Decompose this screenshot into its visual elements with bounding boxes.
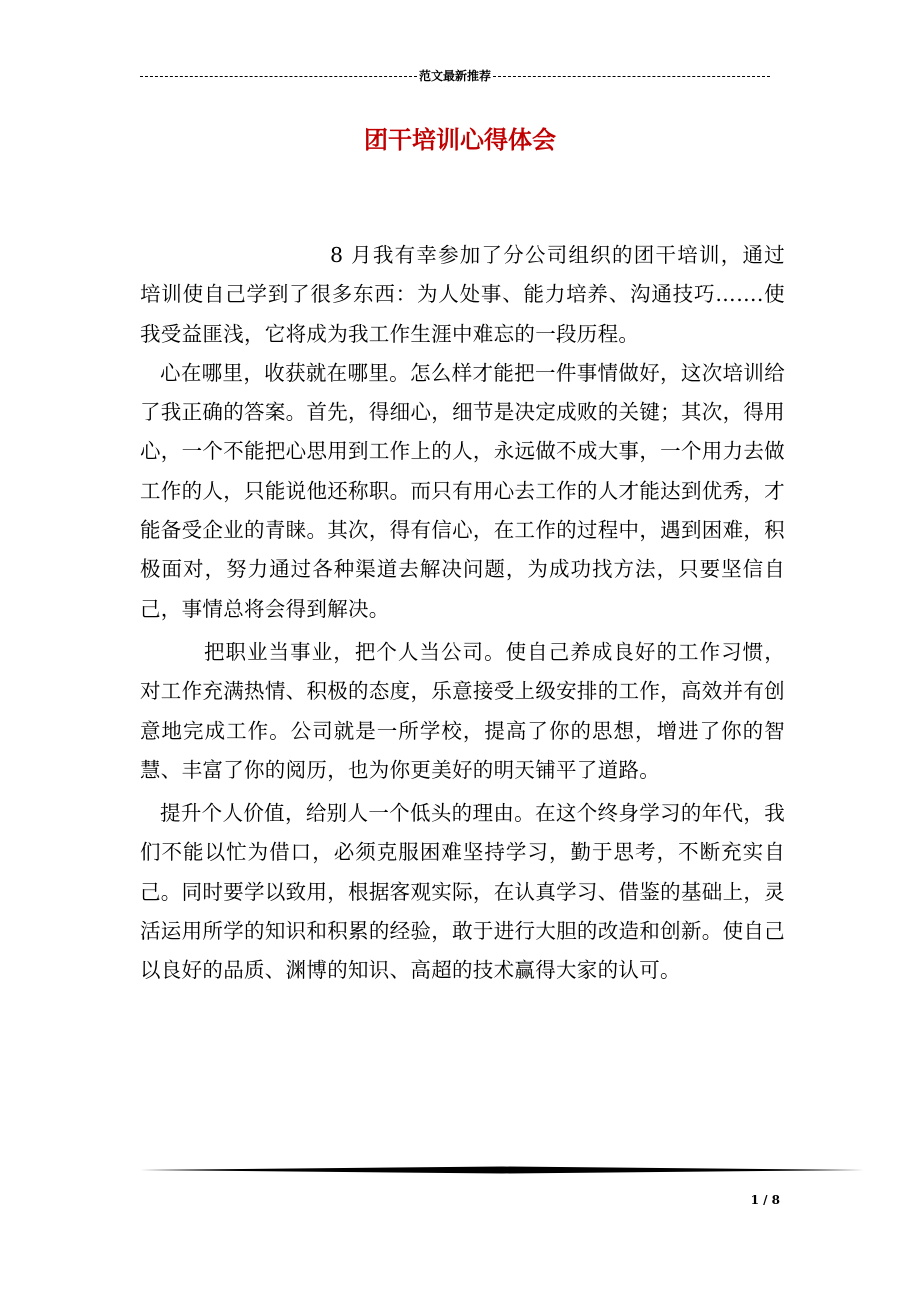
document-body — [140, 236, 785, 991]
paragraph-4: 提升个人价值，给别人一个低头的理由。在这个终身学习的年代，我们不能以忙为借口，必须克服困难坚持学习，勤于思考，不断充实自己。同时要学以致用，根据客观实际，在认真学习、借鉴的基础上，灵活运用所学的知识和积累的经验，敢于进行大胆的改造和创新。使自己以良好的品质、渊博的知识、高超的技术赢得大家的认可。 — [140, 801, 785, 983]
footer-divider — [140, 1166, 864, 1174]
paragraph-3: 把职业当事业，把个人当公司。使自己养成良好的工作习惯，对工作充满热情、积极的态度，乐意接受上级安排的工作，高效并有创意地完成工作。公司就是一所学校，提高了你的思想，增进了你的智慧、丰富了你的阅历，也为你更美好的明天铺平了道路。 — [140, 639, 785, 782]
page-number: 1 / 8 — [750, 1193, 780, 1207]
paragraph-2: 心在哪里，收获就在哪里。怎么样才能把一件事情做好，这次培训给了我正确的答案。首先，得细心，细节是决定成败的关键；其次，得用心，一个不能把心思用到工作上的人，永远做不成大事，一个用力去做工作的人，只能说他还称职。而只有用心去工作的人才能达到优秀，才能备受企业的青睐。其次，得有信心，在工作的过程中，遇到困难，积极面对，努力通过各种渠道去解决问题，为成功找方法，只要坚信自己，事情总将会得到解决。 — [140, 360, 785, 621]
document-title: 团干培训心得体会 — [364, 125, 556, 154]
header-dash-right — [493, 76, 770, 77]
page-header — [140, 68, 770, 84]
header-text: 范文最新推荐 — [419, 69, 492, 83]
header-dash-left — [140, 76, 417, 77]
paragraph-1: 8 月我有幸参加了分公司组织的团干培训，通过培训使自己学到了很多东西：为人处事、能力培养、沟通技巧…….使我受益匪浅，它将成为我工作生涯中难忘的一段历程。 — [140, 243, 785, 346]
